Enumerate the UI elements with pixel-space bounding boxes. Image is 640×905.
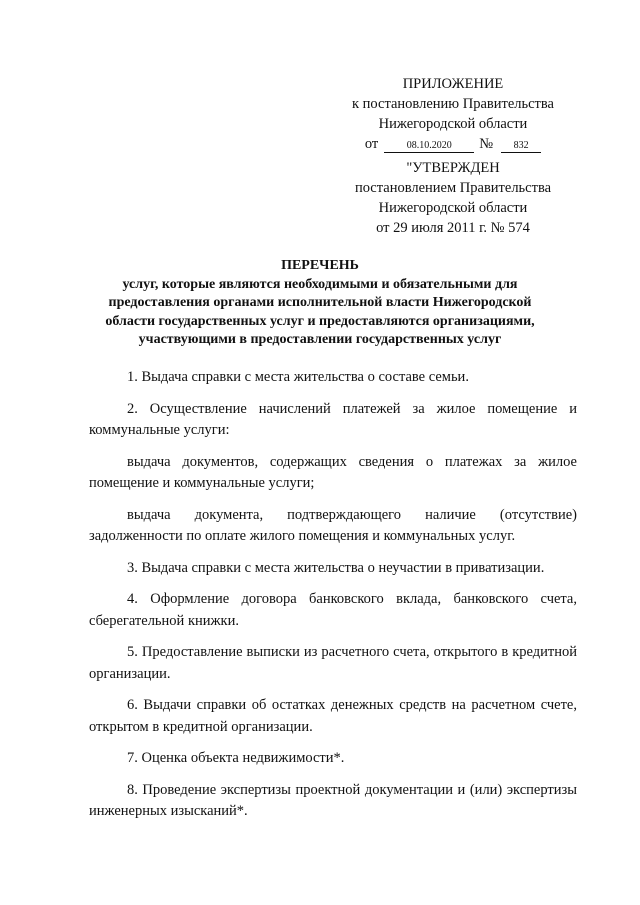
list-heading: ПЕРЕЧЕНЬ <box>281 258 359 273</box>
approved-title: "УТВЕРЖДЕН <box>406 160 500 176</box>
services-list <box>89 367 577 833</box>
appendix-line-2: Нижегородской области <box>378 116 528 132</box>
list-item: 8. Проведение экспертизы проектной документации и (или) экспертизы инженерных изысканий*. <box>89 781 577 819</box>
approved-line-3: от 29 июля 2011 г. № 574 <box>376 220 530 236</box>
appendix-title: ПРИЛОЖЕНИЕ <box>402 76 504 92</box>
order-reference <box>330 134 576 154</box>
list-item: 1. Выдача справки с места жительства о составе семьи. <box>127 369 469 385</box>
appendix-line-1: к постановлению Правительства <box>352 96 554 112</box>
approved-line-1: постановлением Правительства <box>354 180 552 196</box>
list-item: 5. Предоставление выписки из расчетного счета, открытого в кредитной организации. <box>89 644 577 682</box>
list-item: 3. Выдача справки с места жительства о неучастии в приватизации. <box>127 559 545 576</box>
approved-header <box>330 158 576 238</box>
list-item: 4. Оформление договора банковского вклада, банковского счета, сберегательной книжки. <box>89 591 577 629</box>
list-item: 7. Оценка объекта недвижимости*. <box>127 750 345 766</box>
order-number: 832 <box>501 140 541 153</box>
order-number-sign: № <box>479 136 494 152</box>
order-date: 08.10.2020 <box>384 140 474 153</box>
list-item: 2. Осуществление начислений платежей за жилое помещение и коммунальные услуги: <box>89 400 577 438</box>
list-subitem: выдача документов, содержащих сведения о платежах за жилое помещение и коммунальные услуги; <box>89 453 577 491</box>
list-subtitle-line: участвующими в предоставлении государственных услуг <box>138 332 502 347</box>
list-subtitle-line: предоставления органами исполнительной власти Нижегородской <box>108 295 532 310</box>
approved-line-2: Нижегородской области <box>378 200 528 216</box>
list-title <box>70 257 570 350</box>
list-subtitle-line: услуг, которые являются необходимыми и обязательными для <box>122 276 518 292</box>
list-subitem: выдача документа, подтверждающего наличие (отсутствие) задолженности по оплате жилого помещения и коммунальных услуг. <box>89 506 577 544</box>
order-from-label: от <box>364 136 379 152</box>
list-subtitle-line: области государственных услуг и предоставляются организациями, <box>105 313 535 329</box>
appendix-header <box>330 74 576 154</box>
list-item: 6. Выдачи справки об остатках денежных средств на расчетном счете, открытом в кредитной организации. <box>89 697 577 735</box>
